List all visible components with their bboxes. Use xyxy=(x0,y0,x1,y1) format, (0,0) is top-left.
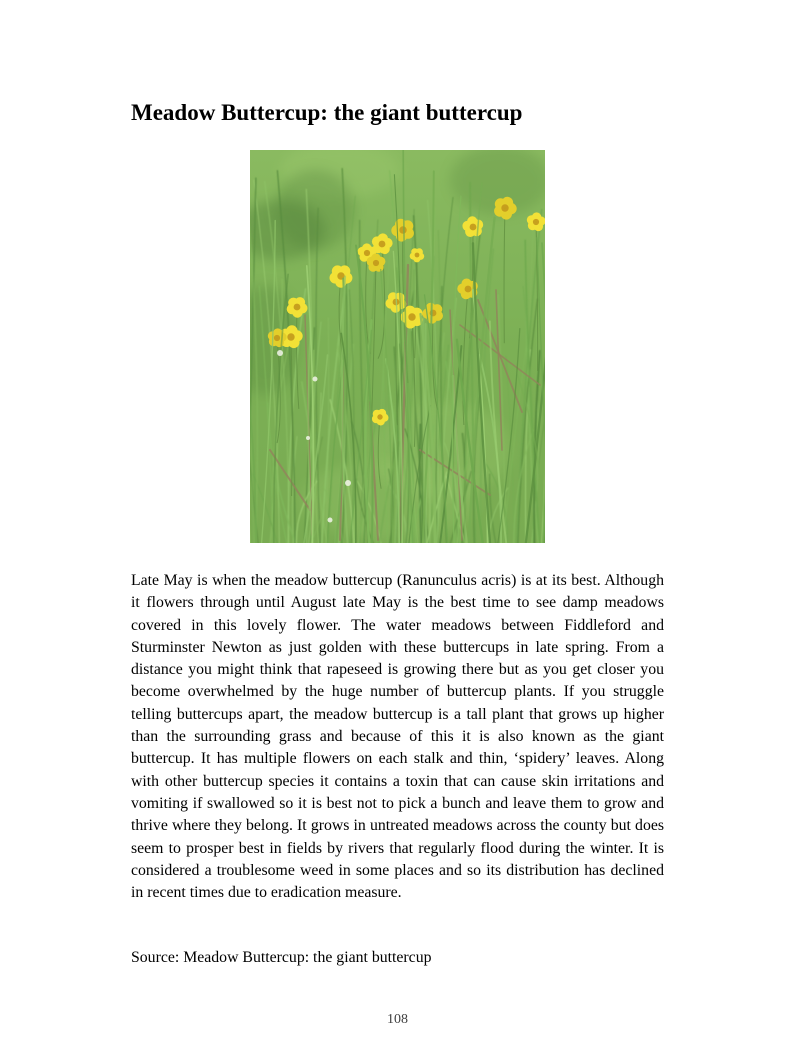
meadow-photo xyxy=(250,150,545,543)
body-paragraph: Late May is when the meadow buttercup (Ranunculus acris) is at its best. Although it flowers through until August late May is the best time to see damp meadows covered in this lovely flower. The water meadows between Fiddleford and Sturminster Newton as just golden with these buttercups in late spring. From a distance you might think that rapeseed is growing there but as you get closer you become overwhelmed by the huge number of buttercup plants. If you struggle telling buttercups apart, the meadow buttercup is a tall plant that grows up higher than the surrounding grass and because of this it is also known as the giant buttercup. It has multiple flowers on each stalk and thin, ‘spidery’ leaves. Along with other buttercup species it contains a toxin that can cause skin irritations and vomiting if swallowed so it is best not to pick a bunch and leave them to grow and thrive where they belong. It grows in untreated meadows across the county but does seem to prosper best in fields by rivers that regularly flood during the winter. It is considered a troublesome weed in some places and so its distribution has declined in recent times due to eradication measure. xyxy=(131,572,664,902)
source-line: Source: Meadow Buttercup: the giant buttercup xyxy=(131,949,432,966)
meadow-photo-svg xyxy=(250,150,545,543)
page-number: 108 xyxy=(387,1012,408,1027)
page-title: Meadow Buttercup: the giant buttercup xyxy=(131,100,523,125)
